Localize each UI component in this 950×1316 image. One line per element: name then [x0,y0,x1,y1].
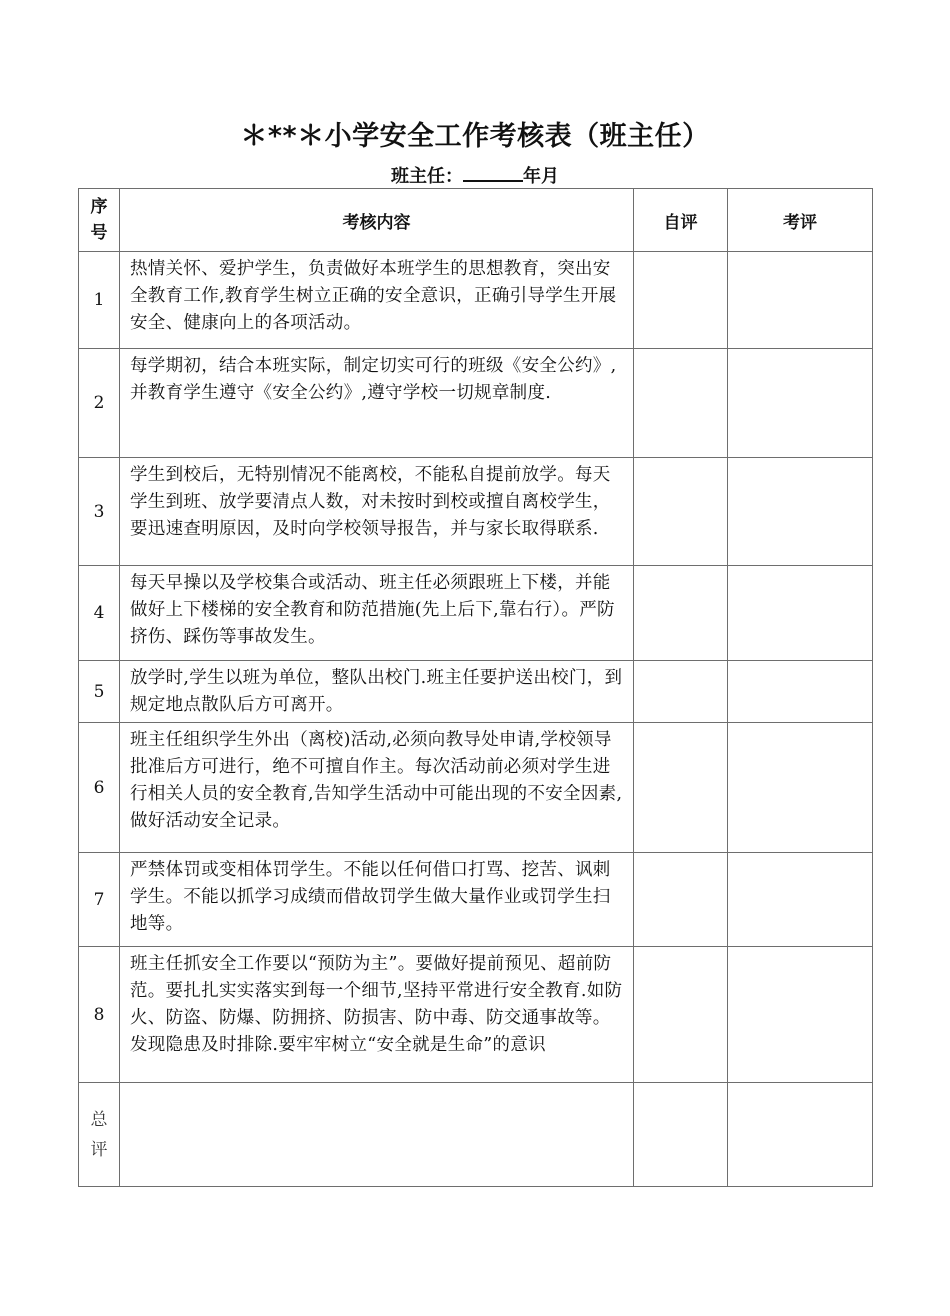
review-cell[interactable] [728,853,873,947]
row-number: 3 [79,458,120,566]
row-number: 7 [79,853,120,947]
self-eval-cell[interactable] [634,947,728,1083]
page-title: ＊**＊小学安全工作考核表（班主任） [240,121,710,152]
header-seq-line1: 序 [90,197,108,217]
self-eval-cell[interactable] [634,252,728,349]
row-content: 放学时,学生以班为单位，整队出校门.班主任要护送出校门，到规定地点散队后方可离开。 [120,661,634,723]
row-content: 严禁体罚或变相体罚学生。不能以任何借口打骂、挖苦、讽刺学生。不能以抓学习成绩而借故罚学生做大量作业或罚学生扫地等。 [120,853,634,947]
review-cell[interactable] [728,661,873,723]
summary-self-eval-cell[interactable] [634,1083,728,1187]
self-eval-cell[interactable] [634,566,728,661]
summary-label [79,1083,120,1187]
table-row [79,661,873,723]
summary-label-line2: 评 [90,1139,108,1160]
header-content: 考核内容 [120,189,634,252]
row-content: 每天早操以及学校集合或活动、班主任必须跟班上下楼，并能做好上下楼梯的安全教育和防范措施(先上后下,靠右行）。严防挤伤、踩伤等事故发生。 [120,566,634,661]
self-eval-cell[interactable] [634,458,728,566]
table-row [79,947,873,1083]
table-row [79,853,873,947]
subtitle [0,162,950,188]
table-row [79,566,873,661]
summary-label-line1: 总 [90,1109,108,1130]
homeroom-teacher-label: 班主任： [391,166,463,187]
review-cell[interactable] [728,566,873,661]
row-number: 4 [79,566,120,661]
row-number: 5 [79,661,120,723]
review-cell[interactable] [728,947,873,1083]
row-content: 学生到校后，无特别情况不能离校，不能私自提前放学。每天学生到班、放学要清点人数，对未按时到校或擅自离校学生，要迅速查明原因，及时向学校领导报告，并与家长取得联系. [120,458,634,566]
table-row [79,349,873,458]
summary-content-cell[interactable] [120,1083,634,1187]
review-cell[interactable] [728,349,873,458]
self-eval-cell[interactable] [634,853,728,947]
row-content: 热情关怀、爱护学生，负责做好本班学生的思想教育，突出安全教育工作,教育学生树立正确的安全意识，正确引导学生开展安全、健康向上的各项活动。 [120,252,634,349]
table-row [79,723,873,853]
header-seq-line2: 号 [90,223,108,243]
table-row [79,458,873,566]
summary-row [79,1083,873,1187]
header-seq [79,189,120,252]
review-cell[interactable] [728,252,873,349]
row-content: 每学期初，结合本班实际，制定切实可行的班级《安全公约》,并教育学生遵守《安全公约》,遵守学校一切规章制度. [120,349,634,458]
review-cell[interactable] [728,458,873,566]
teacher-name-blank[interactable] [463,164,523,182]
header-row [79,189,873,252]
assessment-table [78,188,873,1187]
self-eval-cell[interactable] [634,349,728,458]
row-content: 班主任抓安全工作要以“预防为主”。要做好提前预见、超前防范。要扎扎实实落实到每一个细节,坚持平常进行安全教育.如防火、防盗、防爆、防拥挤、防损害、防中毒、防交通事故等。发现隐患及时排除.要牢牢树立“安全就是生命”的意识 [120,947,634,1083]
self-eval-cell[interactable] [634,661,728,723]
review-cell[interactable] [728,723,873,853]
row-number: 6 [79,723,120,853]
date-label: 年月 [523,166,559,187]
header-self-eval: 自评 [634,189,728,252]
row-content: 班主任组织学生外出（离校)活动,必须向教导处申请,学校领导批准后方可进行，绝不可擅自作主。每次活动前必须对学生进行相关人员的安全教育,告知学生活动中可能出现的不安全因素,做好活动安全记录。 [120,723,634,853]
self-eval-cell[interactable] [634,723,728,853]
summary-review-cell[interactable] [728,1083,873,1187]
row-number: 2 [79,349,120,458]
table-row [79,252,873,349]
row-number: 8 [79,947,120,1083]
row-number: 1 [79,252,120,349]
header-review: 考评 [728,189,873,252]
